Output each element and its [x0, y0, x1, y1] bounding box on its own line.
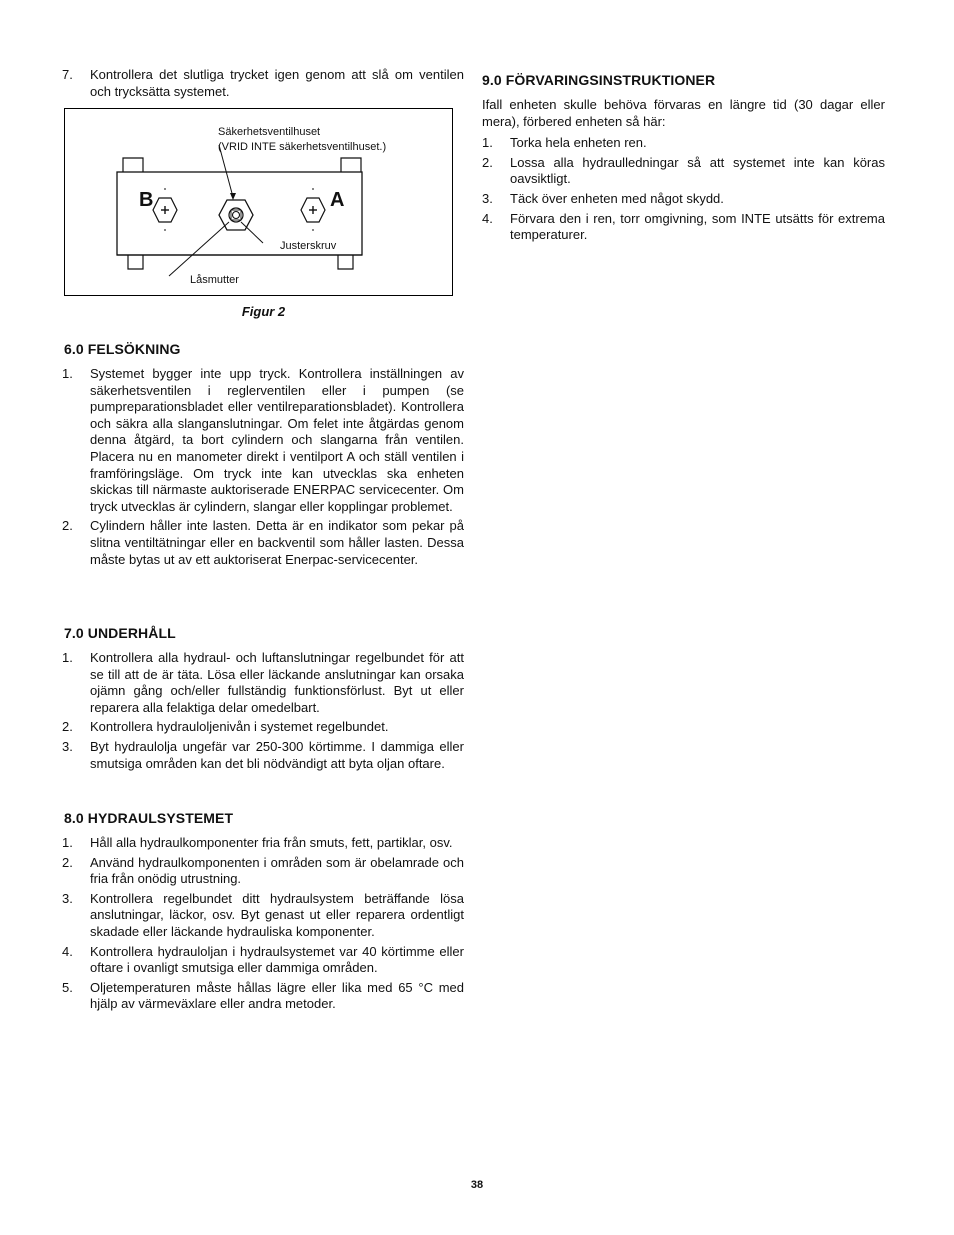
list-item — [482, 155, 885, 188]
section-title-underhall: 7.0 UNDERHÅLL — [64, 625, 176, 641]
intro-list — [62, 67, 464, 103]
item-number: 2. — [62, 518, 73, 534]
item-text: Kontrollera hydrauloljan i hydraulsystemet var 40 körtimme eller oftare i ovanligt smutsiga eller dammiga områden. — [90, 943, 464, 976]
section-8-list — [62, 835, 464, 1016]
section-title-hydraulsystemet: 8.0 HYDRAULSYSTEMET — [64, 810, 234, 826]
port-b-label: B — [139, 189, 154, 211]
valve-diagram — [65, 109, 452, 295]
item-text: Täck över enheten med något skydd. — [510, 190, 724, 206]
list-item — [62, 944, 464, 977]
figure-caption: Figur 2 — [241, 304, 286, 319]
item-text: Kontrollera det slutliga trycket igen genom att slå om ventilen och trycksätta systemet. — [90, 67, 464, 99]
item-number: 5. — [62, 979, 73, 995]
section-title-forvaringsinstruktioner: 9.0 FÖRVARINGSINSTRUKTIONER — [482, 72, 716, 88]
list-item — [62, 518, 464, 568]
item-text: Kontrollera hydrauloljenivån i systemet regelbundet. — [90, 719, 389, 735]
section-9-body — [482, 97, 885, 247]
item-text: Torka hela enheten ren. — [510, 135, 647, 151]
item-number: 4. — [62, 943, 73, 959]
item-text: Förvara den i ren, torr omgivning, som INTE utsätts för extrema temperaturer. — [510, 210, 885, 243]
list-item — [482, 191, 885, 208]
item-text: Cylindern håller inte lasten. Detta är en indikator som pekar på slitna ventiltätningar eller en backventil som håller lasten. Dessa måste bytas ut av ett auktoriserat Enerpac-servicecenter. — [90, 518, 464, 567]
item-number: 1. — [62, 835, 73, 850]
list-item — [62, 719, 464, 736]
item-number: 3. — [62, 738, 73, 754]
list-item — [62, 650, 464, 716]
adjusting-screw-label: Justerskruv — [280, 240, 337, 252]
item-text: Använd hydraulkomponenten i områden som är obelamrade och fria från onödig utrustning. — [90, 854, 464, 887]
figure-frame — [64, 108, 453, 296]
housing-label: Säkerhetsventilhuset — [218, 126, 321, 138]
item-number: 1. — [62, 650, 73, 665]
list-item — [62, 366, 464, 515]
list-item — [482, 135, 885, 152]
item-number: 1. — [482, 135, 493, 151]
list-item — [62, 67, 464, 100]
page-number: 38 — [470, 1179, 484, 1191]
item-text: Oljetemperaturen måste hållas lägre eller lika med 65 °C med hjälp av värmeväxlare eller andra metoder. — [90, 979, 464, 1012]
item-number: 2. — [62, 719, 73, 735]
list-item — [62, 739, 464, 772]
lock-nut-label: Låsmutter — [190, 274, 239, 286]
item-number: 7. — [62, 67, 73, 82]
item-text: Byt hydraulolja ungefär var 250-300 körtimme. I dammiga eller smutsiga områden kan det bli nödvändigt att byta oljan oftare. — [90, 738, 464, 771]
list-item — [62, 980, 464, 1013]
list-item — [62, 855, 464, 888]
item-text: Lossa alla hydraulledningar så att systemet inte kan köras oavsiktligt. — [510, 154, 885, 187]
port-a-label: A — [330, 189, 345, 211]
item-number: 2. — [62, 854, 73, 870]
item-text: Systemet bygger inte upp tryck. Kontrollera inställningen av säkerhetsventilen i reglerventilen eller i pumpen (se pumpreparationsbladet eller ventilreparationsbladet). Kontrollera och säkra alla slanganslutningar. Om felet inte åtgärdas genom denna åtgärd, ta bort cylindern och slangarna från ventilen. Placera nu en manometer direkt i ventilport A och ställ ventilen i framföringsläge. Om tryck inte kan utvecklas ska enheten skickas till närmaste auktoriserade ENERPAC servicecenter. Om tryck utvecklas är cylindern, slangar eller kopplingar problemet. — [90, 366, 464, 514]
list-item — [482, 211, 885, 244]
item-number: 2. — [482, 154, 493, 170]
list-item — [62, 835, 464, 852]
section-6-list — [62, 366, 464, 571]
item-number: 4. — [482, 210, 493, 226]
section-7-list — [62, 650, 464, 775]
item-text: Håll alla hydraulkomponenter fria från smuts, fett, partiklar, osv. — [90, 835, 453, 850]
item-text: Kontrollera regelbundet ditt hydraulsystem beträffande lösa anslutningar, läckor, osv. Byt genast ut eller reparera ordentligt skadade eller läckande hydrauliska komponenter. — [90, 890, 464, 939]
item-number: 3. — [482, 190, 493, 206]
housing-note-label: (VRID INTE säkerhetsventilhuset.) — [218, 141, 387, 153]
section-title-felsokning: 6.0 FELSÖKNING — [64, 341, 181, 357]
list-item — [62, 891, 464, 941]
item-number: 3. — [62, 890, 73, 906]
item-number: 1. — [62, 366, 73, 381]
section-9-intro: Ifall enheten skulle behöva förvaras en längre tid (30 dagar eller mera), förbered enheten så här: — [482, 97, 885, 129]
item-text: Kontrollera alla hydraul- och luftanslutningar regelbundet för att se till att de är täta. Lösa eller läckande anslutningar kan orsaka ojämn gång och/eller fullständig funktionsförlust. Byt ut eller reparera alla felaktiga delar omedelbart. — [90, 650, 464, 715]
